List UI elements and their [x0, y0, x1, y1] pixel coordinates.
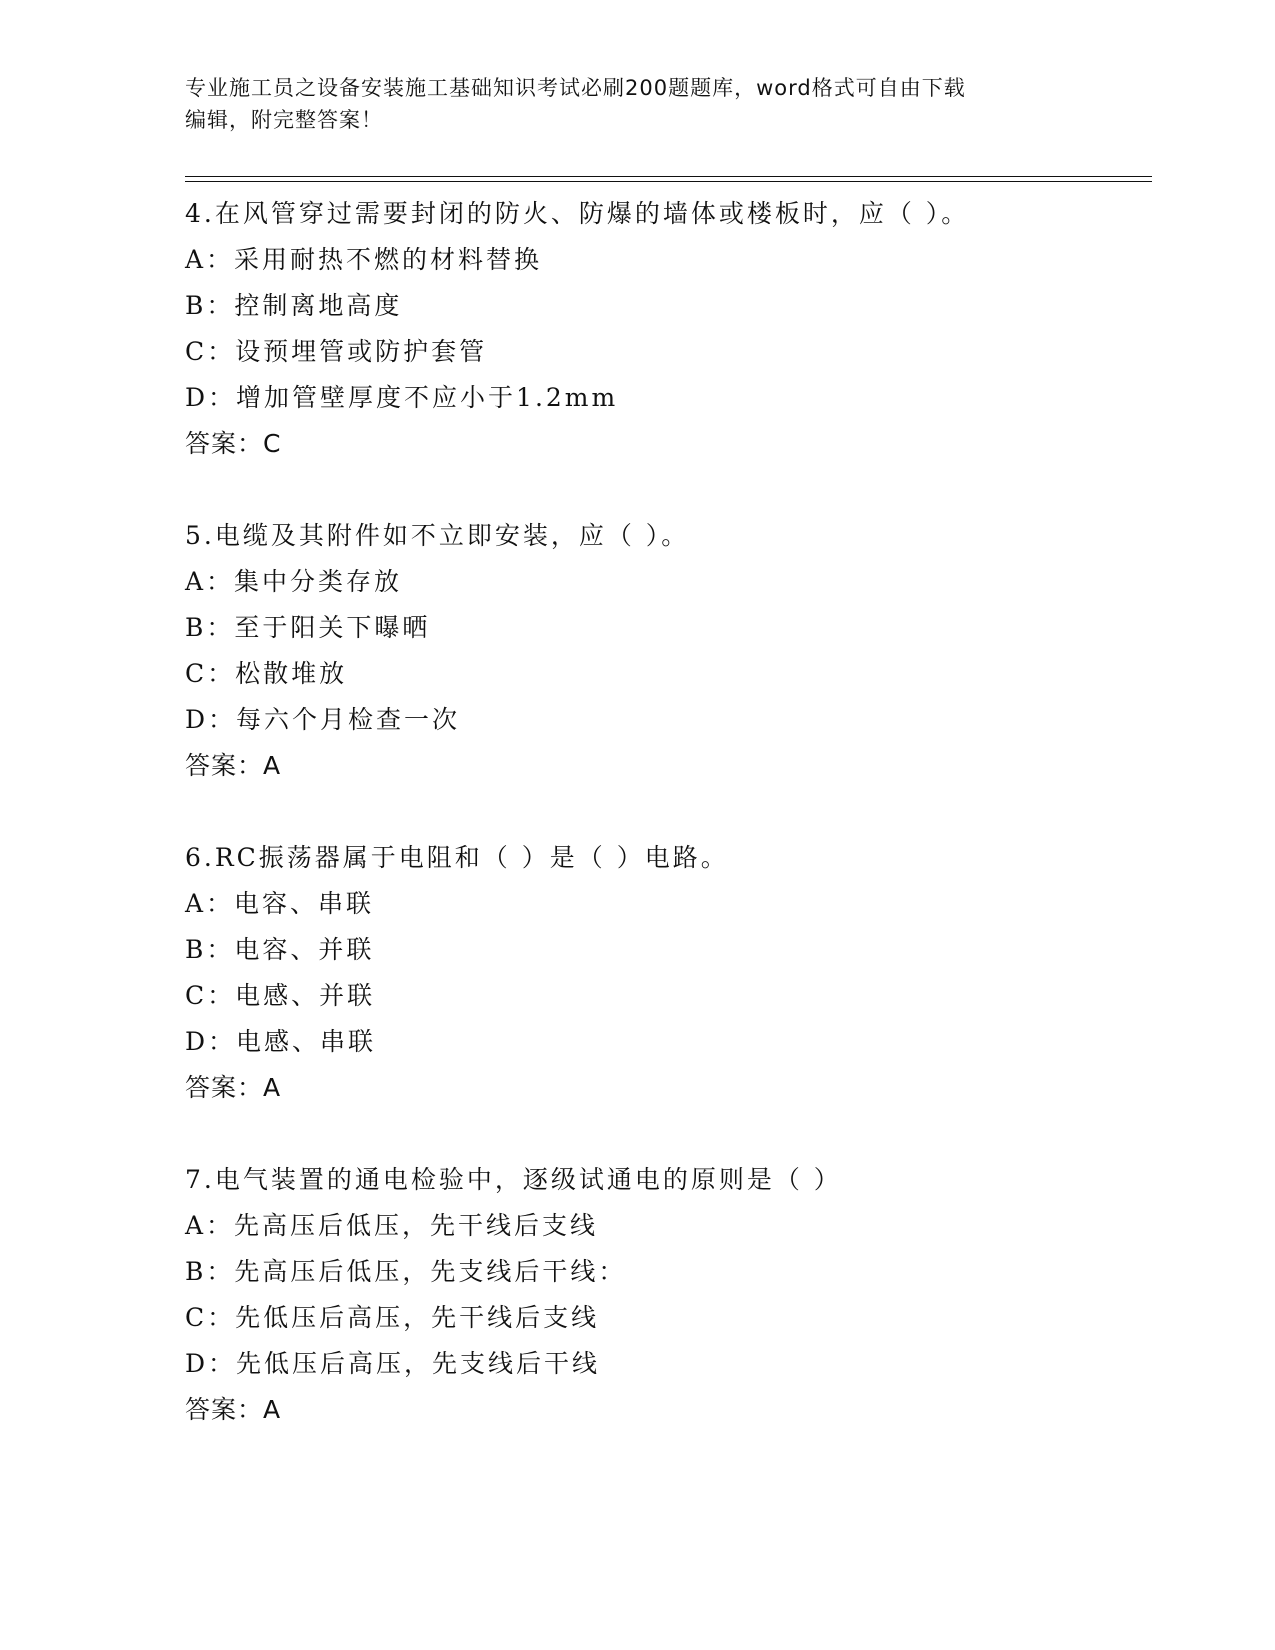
question-4: [185, 191, 1145, 467]
header-line-1: 专业施工员之设备安装施工基础知识考试必刷200题题库，word格式可自由下载: [185, 76, 966, 100]
header-line-2: 编辑，附完整答案！: [185, 108, 383, 132]
question-stem: 6.RC振荡器属于电阻和（ ）是（ ）电路。: [185, 843, 729, 872]
answer: 答案：C: [185, 429, 282, 458]
option-d: D：每六个月检查一次: [185, 705, 461, 734]
option-a: A：采用耐热不燃的材料替换: [185, 245, 543, 274]
document-header: [185, 72, 1065, 136]
question-7: [185, 1157, 1145, 1433]
option-d: D：电感、串联: [185, 1027, 377, 1056]
option-a: A：集中分类存放: [185, 567, 403, 596]
option-d: D：先低压后高压，先支线后干线: [185, 1349, 601, 1378]
question-list: [185, 191, 1145, 1479]
option-a: A：先高压后低压，先干线后支线: [185, 1211, 599, 1240]
question-stem: 7.电气装置的通电检验中，逐级试通电的原则是（ ）: [185, 1165, 842, 1194]
option-b: B：先高压后低压，先支线后干线：: [185, 1257, 627, 1286]
answer: 答案：A: [185, 751, 282, 780]
option-b: B：控制离地高度: [185, 291, 403, 320]
option-c: C：松散堆放: [185, 659, 348, 688]
option-b: B：至于阳关下曝晒: [185, 613, 431, 642]
header-divider-top: [185, 176, 1152, 177]
option-d: D：增加管壁厚度不应小于1.2mm: [185, 383, 619, 412]
option-a: A：电容、串联: [185, 889, 375, 918]
option-b: B：电容、并联: [185, 935, 375, 964]
answer: 答案：A: [185, 1395, 282, 1424]
question-stem: 5.电缆及其附件如不立即安装，应（ ）。: [185, 521, 690, 550]
header-divider-bottom: [185, 181, 1152, 182]
question-5: [185, 513, 1145, 789]
question-stem: 4.在风管穿过需要封闭的防火、防爆的墙体或楼板时，应（ ）。: [185, 199, 970, 228]
question-6: [185, 835, 1145, 1111]
option-c: C：电感、并联: [185, 981, 376, 1010]
answer: 答案：A: [185, 1073, 282, 1102]
option-c: C：设预埋管或防护套管: [185, 337, 488, 366]
option-c: C：先低压后高压，先干线后支线: [185, 1303, 600, 1332]
